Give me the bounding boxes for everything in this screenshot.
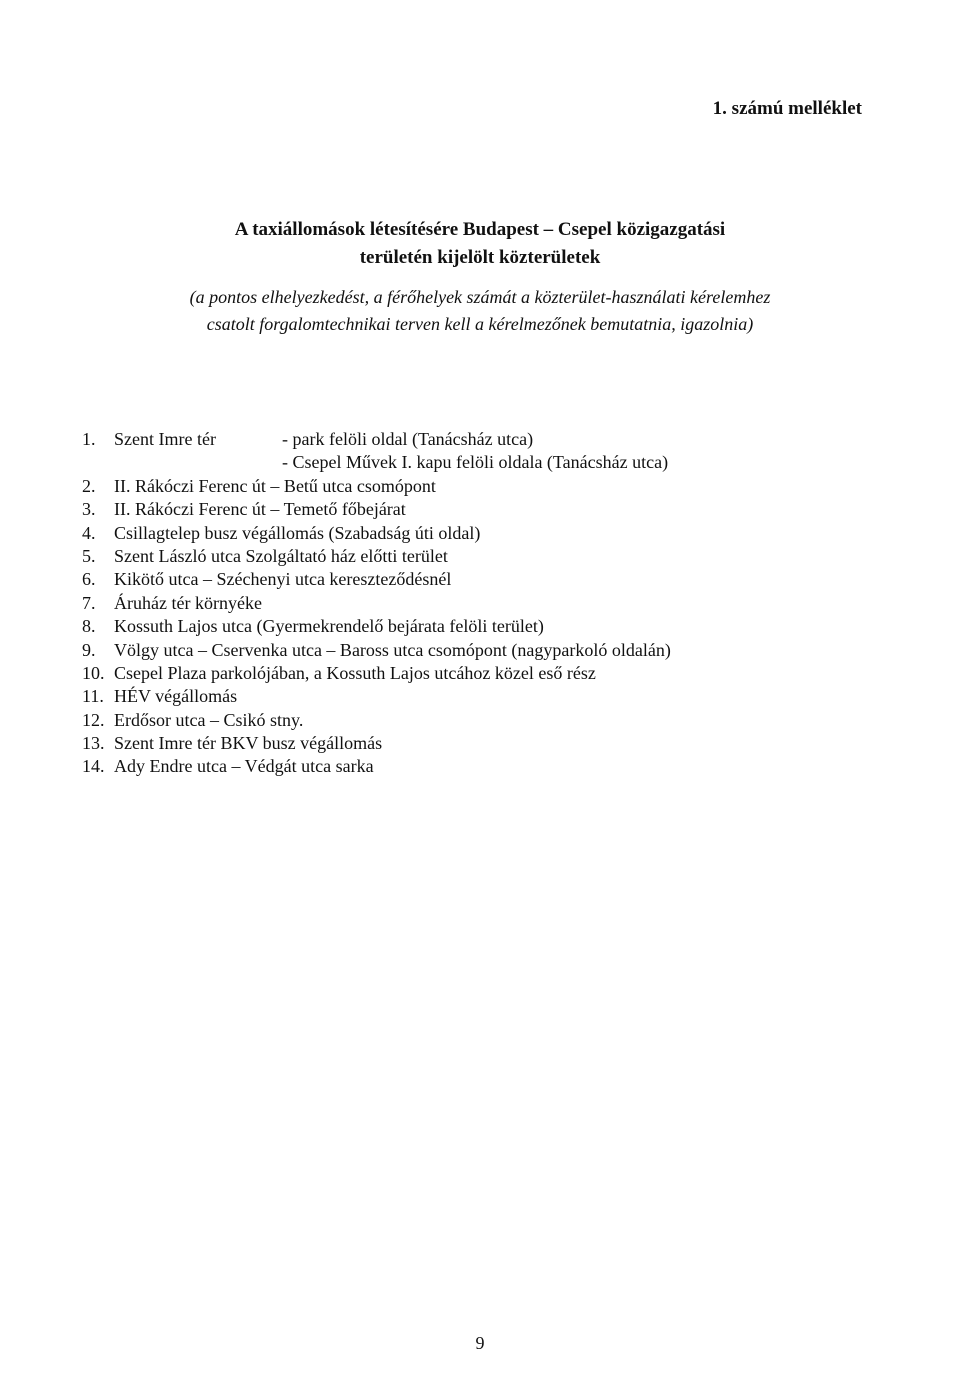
list-item-number: 3. <box>82 499 96 520</box>
list-item <box>82 615 802 638</box>
list-item-text: Csillagtelep busz végállomás (Szabadság úti oldal) <box>114 522 481 543</box>
list-item <box>82 568 802 591</box>
list-item-text: Csepel Plaza parkolójában, a Kossuth Lajos utcához közel eső rész <box>114 662 596 683</box>
list-item <box>82 475 802 498</box>
list-item-detail: - park felöli oldal (Tanácsház utca) <box>282 429 534 449</box>
title-line-2: területén kijelölt közterületek <box>359 247 601 268</box>
list-item-number: 13. <box>82 733 105 754</box>
list-item-text: Ady Endre utca – Védgát utca sarka <box>114 756 374 777</box>
page-number: 9 <box>475 1333 485 1353</box>
title-line-1: A taxiállomások létesítésére Budapest – Csepel közigazgatási <box>234 219 726 240</box>
list-item <box>82 545 802 568</box>
list-item <box>82 732 802 755</box>
list-item <box>82 498 802 521</box>
list-item <box>82 755 802 778</box>
list-item <box>82 522 802 545</box>
list-item-number: 8. <box>82 616 96 637</box>
list-item-text: Kikötő utca – Széchenyi utca kereszteződésnél <box>114 569 452 590</box>
list-item-text: Szent László utca Szolgáltató ház előtti terület <box>114 545 448 566</box>
subtitle-line-2: csatolt forgalomtechnikai terven kell a kérelmezőnek bemutatnia, igazolnia) <box>206 314 754 334</box>
list-item-number: 6. <box>82 569 96 590</box>
annex-label: 1. számú melléklet <box>712 98 862 119</box>
list-item-1-detail-2 <box>82 451 802 474</box>
subtitle-line-1: (a pontos elhelyezkedést, a férőhelyek számát a közterület-használati kérelemhez <box>189 287 771 307</box>
list-item <box>82 709 802 732</box>
list-item-1 <box>82 428 802 451</box>
list-item <box>82 662 802 685</box>
document-subtitle <box>0 284 960 338</box>
list-item-number: 11. <box>82 686 104 707</box>
location-list <box>82 428 802 779</box>
list-item-number: 14. <box>82 756 105 777</box>
list-item-text: Áruház tér környéke <box>114 592 262 613</box>
list-item-number: 2. <box>82 475 96 496</box>
list-item-number: 1. <box>82 429 96 449</box>
list-item-detail: - Csepel Művek I. kapu felöli oldala (Tanácsház utca) <box>282 452 669 473</box>
list-item-text: HÉV végállomás <box>114 686 238 707</box>
list-item <box>82 685 802 708</box>
list-item-text: Kossuth Lajos utca (Gyermekrendelő bejárata felöli terület) <box>114 616 544 637</box>
list-item-text: Erdősor utca – Csikó stny. <box>114 709 304 730</box>
list-item-name: Szent Imre tér <box>114 429 216 449</box>
list-item-text: II. Rákóczi Ferenc út – Temető főbejárat <box>114 499 406 520</box>
list-item-text: Szent Imre tér BKV busz végállomás <box>114 733 383 754</box>
list-item-number: 5. <box>82 545 96 566</box>
list-item <box>82 592 802 615</box>
document-title <box>0 216 960 272</box>
list-item-number: 9. <box>82 639 96 660</box>
list-item-text: Völgy utca – Cservenka utca – Baross utca csomópont (nagyparkoló oldalán) <box>114 639 671 660</box>
list-item-number: 12. <box>82 709 105 730</box>
list-item-number: 7. <box>82 592 96 613</box>
list-item <box>82 639 802 662</box>
list-item-number: 10. <box>82 662 105 683</box>
list-item-number: 4. <box>82 522 96 543</box>
list-item-text: II. Rákóczi Ferenc út – Betű utca csomópont <box>114 475 436 496</box>
